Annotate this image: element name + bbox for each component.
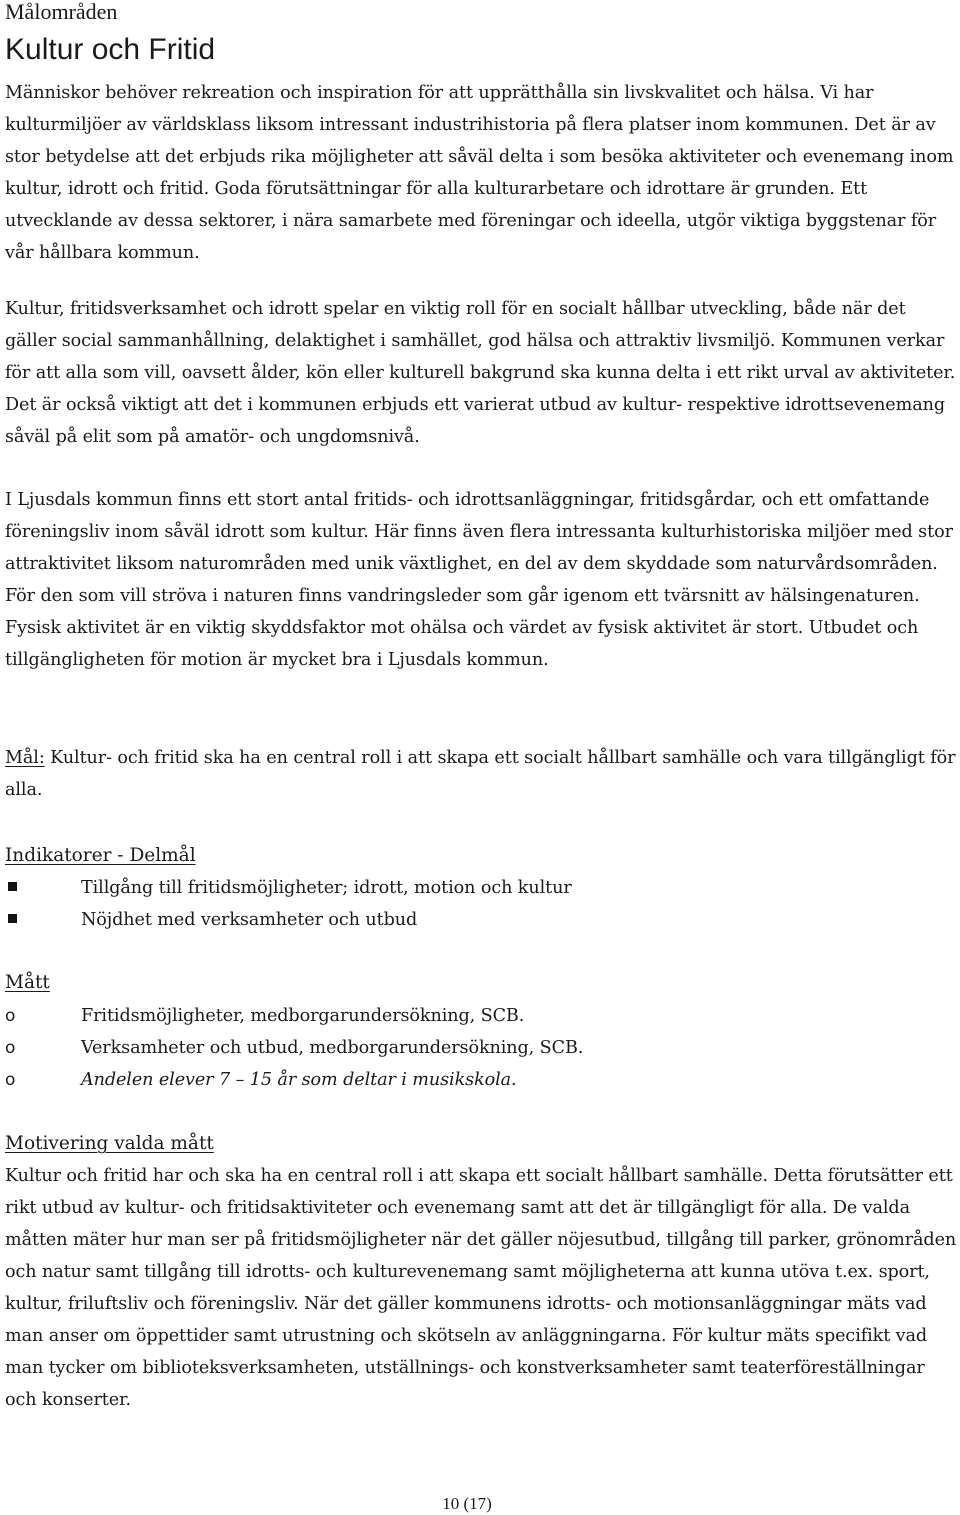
list-item <box>5 1000 583 1032</box>
page-title: Kultur och Fritid <box>5 33 216 66</box>
section-label: Målområden <box>5 0 118 24</box>
indicator-text: Nöjdhet med verksamheter och utbud <box>81 910 418 930</box>
measure-text: Fritidsmöjligheter, medborgarundersökning, SCB. <box>81 1006 525 1026</box>
page-number <box>5 1494 957 1514</box>
role-paragraph: Kultur, fritidsverksamhet och idrott spelar en viktig roll för en socialt hållbar utveckling, både när det gäller social sammanhållning, delaktighet i samhället, god hälsa och attraktiv livsmiljö. Kommunen verkar för att alla som vill, oavsett ålder, kön eller kulturell bakgrund ska kunna delta i ett rikt urval av aktiviteter. Det är också viktigt att det i kommunen erbjuds ett varierat utbud av kultur- respektive idrottsevenemang såväl på elit som på amatör- och ungdomsnivå. <box>5 299 956 447</box>
document-page <box>5 0 957 1513</box>
indicators-list <box>5 872 572 936</box>
circle-bullet-icon: o <box>5 1070 16 1090</box>
goal-text: Kultur- och fritid ska ha en central roll i att skapa ett socialt hållbart samhälle och vara tillgängligt för alla. <box>5 748 956 800</box>
intro-sentence-a: Människor behöver rekreation och inspiration för att upprätthålla sin livskvalitet och hälsa. Vi har kulturmiljöer av världsklass liksom intressant industrihistoria på flera platser inom kommunen. <box>5 83 874 135</box>
list-item <box>5 1064 583 1096</box>
ljusdal-paragraph: I Ljusdals kommun finns ett stort antal fritids- och idrottsanläggningar, fritidsgårdar, och ett omfattande föreningsliv inom såväl idrott som kultur. Här finns även flera intressanta kulturhistoriska miljöer med stor attraktivitet liksom naturområden med unik växtlighet, en del av dem skyddade som naturvårdsområden. För den som vill ströva i naturen finns vandringsleder som går igenom ett tvärsnitt av hälsingenaturen. Fysisk aktivitet är en viktig skyddsfaktor mot ohälsa och värdet av fysisk aktivitet är stort. Utbudet och tillgängligheten för motion är mycket bra i Ljusdals kommun. <box>5 490 953 670</box>
intro-sentence-b: Det är av stor betydelse att det erbjuds rika möjligheter att såväl delta i som besöka aktiviteter och evenemang inom kultur, idrott och fritid. Goda förutsättningar för alla kulturarbetare och idrottare är grunden. Ett utvecklande av dessa sektorer, i nära samarbete med föreningar och ideella, utgör viktiga byggstenar för vår hållbara kommun. <box>5 115 954 263</box>
circle-bullet-icon: o <box>5 1038 16 1058</box>
circle-bullet-icon: o <box>5 1006 16 1026</box>
measures-heading: Mått <box>5 972 50 993</box>
list-item <box>5 904 572 936</box>
indicators-heading: Indikatorer - Delmål <box>5 845 196 866</box>
goal-label: Mål: <box>5 748 45 768</box>
indicator-text: Tillgång till fritidsmöjligheter; idrott, motion och kultur <box>81 878 572 898</box>
motivation-paragraph: Kultur och fritid har och ska ha en central roll i att skapa ett socialt hållbart samhälle. Detta förutsätter ett rikt utbud av kultur- och fritidsaktiviteter och evenemang samt att det är tillgängligt för alla. De valda måtten mäter hur man ser på fritidsmöjligheter när det gäller nöjesutbud, tillgång till parker, grönområden och natur samt tillgång till idrotts- och kulturevenemang samt möjligheterna att kunna utöva t.ex. sport, kultur, friluftsliv och föreningsliv. När det gäller kommunens idrotts- och motionsanläggningar mäts vad man anser om öppettider samt utrustning och skötseln av anläggningarna. För kultur mäts specifikt vad man tycker om biblioteksverksamheten, utställnings- och konstverksamheter samt teaterföreställningar och konserter. <box>5 1166 957 1410</box>
square-bullet-icon <box>8 914 17 923</box>
motivation-heading: Motivering valda mått <box>5 1133 214 1154</box>
measures-list <box>5 1000 583 1096</box>
measure-text: Andelen elever 7 – 15 år som deltar i musikskola. <box>81 1070 517 1090</box>
square-bullet-icon <box>8 882 17 891</box>
intro-paragraph <box>5 77 957 269</box>
list-item <box>5 1032 583 1064</box>
goal-paragraph <box>5 742 957 806</box>
page-number-text: 10 (17) <box>442 1494 492 1513</box>
measure-text: Verksamheter och utbud, medborgarundersökning, SCB. <box>81 1038 584 1058</box>
list-item <box>5 872 572 904</box>
